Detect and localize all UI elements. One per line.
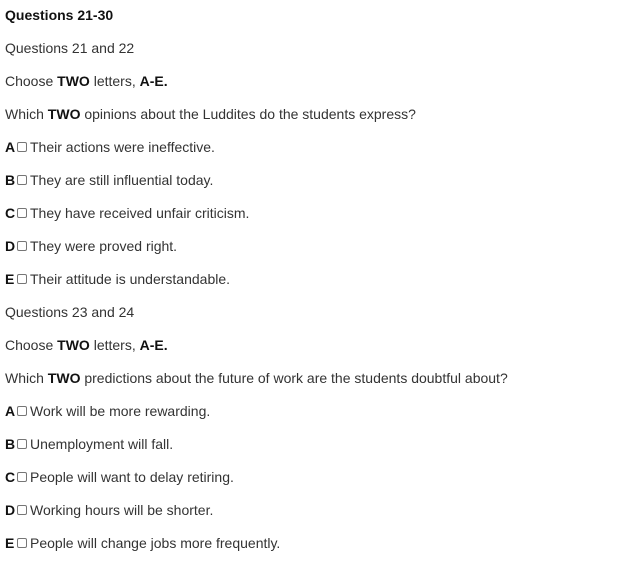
question-text-23-24: Which TWO predictions about the future of work are the students doubtful about?: [5, 370, 508, 386]
instruction-23-24: Choose TWO letters, A-E.: [5, 337, 168, 353]
checkbox-23-b[interactable]: [17, 439, 27, 449]
option-23-c: C People will want to delay retiring.: [5, 469, 234, 485]
checkbox-23-d[interactable]: [17, 505, 27, 515]
checkbox-23-e[interactable]: [17, 538, 27, 548]
option-23-b: B Unemployment will fall.: [5, 436, 174, 452]
checkbox-23-c[interactable]: [17, 472, 27, 482]
option-23-d: D Working hours will be shorter.: [5, 502, 214, 518]
option-23-e: E People will change jobs more frequently.: [5, 535, 281, 551]
option-21-a: A Their actions were ineffective.: [5, 139, 215, 155]
checkbox-21-e[interactable]: [17, 274, 27, 284]
question-range-23-24: Questions 23 and 24: [5, 304, 135, 320]
instruction-21-22: Choose TWO letters, A-E.: [5, 73, 168, 89]
checkbox-21-b[interactable]: [17, 175, 27, 185]
checkbox-23-a[interactable]: [17, 406, 27, 416]
option-23-a: A Work will be more rewarding.: [5, 403, 211, 419]
checkbox-21-c[interactable]: [17, 208, 27, 218]
option-21-e: E Their attitude is understandable.: [5, 271, 231, 287]
question-text-21-22: Which TWO opinions about the Luddites do the students express?: [5, 106, 416, 122]
question-range-21-22: Questions 21 and 22: [5, 40, 135, 56]
option-21-c: C They have received unfair criticism.: [5, 205, 250, 221]
checkbox-21-d[interactable]: [17, 241, 27, 251]
option-21-b: B They are still influential today.: [5, 172, 214, 188]
checkbox-21-a[interactable]: [17, 142, 27, 152]
section-title: Questions 21-30: [5, 7, 114, 23]
option-21-d: D They were proved right.: [5, 238, 178, 254]
